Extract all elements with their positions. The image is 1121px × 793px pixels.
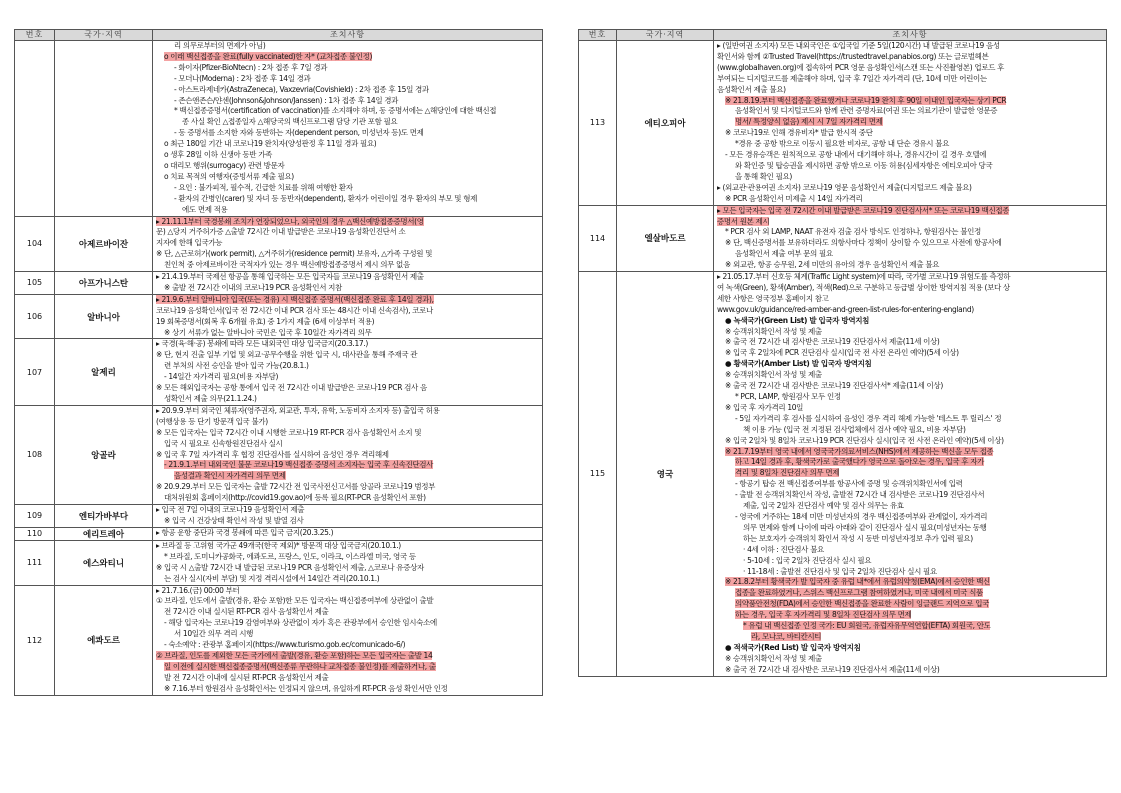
line-text: ▸ (외교관·관용여권 소지자) 코로나19 영문 음성확인서 제출(디지털코드 제출 불요)	[717, 182, 972, 192]
measure-line	[156, 471, 539, 482]
measure-line	[717, 238, 1103, 249]
highlighted-text: 명서/ 특정양식 없음) 제시 시 7일 자가격리 면제	[735, 117, 883, 127]
line-text: ※ 입국 시 △출발 72시간 내 발급된 코로나19 PCR 음성확인서 제출, △코로나 유증상자	[156, 562, 424, 572]
measure-line	[156, 394, 539, 405]
measure-line	[156, 574, 539, 585]
line-text: 종 사실 확인 △접종일자 △해당국의 백신프로그램 담당 기관 포함 필요	[182, 117, 398, 127]
row-number: 114	[579, 205, 617, 271]
line-text: ※ 출국 전 72시간 내 검사받은 코로나19 진단검사서 제출(11세 이상)	[725, 337, 940, 347]
highlighted-text: 음성결과 확인시 자가격리 의무 면제	[174, 471, 286, 481]
line-text: ※ 코로나19로 인해 경유비자* 발급 한시적 중단	[725, 128, 873, 138]
line-text: ※ 입국 후 자가격리 10일	[725, 402, 804, 412]
line-text: - 항공기 탑승 전 백신접종여부를 항공사에 증명 및 승객위치확인서에 입력	[735, 479, 963, 489]
line-text: ※ 입국 시 건강상태 확인서 작성 및 발열 검사	[164, 515, 304, 525]
line-text: 음성확인서 제출 여부 문의 필요	[735, 249, 833, 259]
line-text: · 11-18세 : 출발전 진단검사 및 입국 2일차 진단검사 실시 필요	[743, 566, 937, 576]
country-name: 알바니아	[55, 294, 153, 339]
measure-line	[156, 662, 539, 673]
highlighted-text: ※ 21.8.19.부터 백신접종을 완료했거나 코로나19 완치 후 90일 이내인 입국자는 상기 PCR	[725, 95, 1007, 105]
line-text: 코로나19 음성확인서(입국 전 72시간 이내 PCR 검사 또는 48시간 이내 신속검사), 코로나	[156, 305, 433, 315]
highlighted-text: ▸ 모든 입국자는 입국 전 72시간 이내 발급받은 코로나19 진단검사서* 또는 코로나19 백신접종	[717, 205, 1010, 215]
country-name: 에리트레아	[55, 527, 153, 540]
measure-line	[156, 172, 539, 183]
highlighted-text: ※ 21.7.19부터 영국 내에서 영국국가의료서비스(NHS)에서 제공하는 백신을 모두 접종	[725, 446, 994, 456]
header-country: 국가·지역	[617, 30, 714, 41]
line-text: ※ PCR 음성확인서 미제출 시 14일 자가격리	[725, 193, 863, 203]
entry-table-left	[14, 29, 543, 696]
measure-line	[156, 74, 539, 85]
measure-line	[717, 272, 1103, 283]
line-text: ※ 승객위치확인서 작성 및 제출	[725, 370, 822, 380]
measure-line	[156, 673, 539, 684]
measure-line	[156, 283, 539, 294]
line-text: 부여되는 디지털코드를 제출해야 하며, 입국 후 7일간 자가격리 (단, 10세 미만 어린이는	[717, 73, 987, 83]
country-name: 엔티가바부다	[55, 505, 153, 528]
measures-cell	[714, 205, 1107, 271]
line-text: - 동 증명서를 소지한 자와 동반하는 자(dependent person, 미성년자 등)도 면제	[174, 128, 424, 138]
measure-line	[717, 534, 1103, 545]
measures-cell	[153, 527, 543, 540]
header-no: 번호	[579, 30, 617, 41]
measures-cell	[153, 216, 543, 272]
measure-line	[717, 392, 1103, 403]
measure-line	[717, 643, 1103, 654]
header-measures: 조치사항	[153, 30, 543, 41]
line-text: ※ 출발 전 72시간 이내의 코로나19 PCR 음성확인서 지참	[164, 282, 342, 292]
line-text: - 영국에 거주하는 18세 미만 미성년자의 경우 백신접종여부와 관계없이, 자가격리	[735, 511, 988, 521]
measure-line	[717, 227, 1103, 238]
line-text: 제출, 입국 2일차 진단검사 예약 및 검사 의무는 유효	[743, 501, 904, 511]
line-text: 전 72시간 이내 실시된 RT-PCR 검사 음성확인서 제출	[164, 607, 329, 617]
measure-line	[717, 621, 1103, 632]
line-text: ▸ 국경(육·해·공) 봉쇄에 따라 모든 내외국인 대상 입국금지(20.3.17.)	[156, 339, 368, 349]
line-text: - 5일 자가격리 후 검사를 실시하여 음성인 경우 격리 해제 가능한 '테스트 투 릴리스' 정	[735, 413, 1002, 423]
measure-line	[717, 206, 1103, 217]
highlighted-text: 일 이전에 실시한 백신접종증명서(백신종류 무관하나 교차접종 불인정)를 제출하거나, 출	[164, 661, 436, 671]
measure-line	[156, 505, 539, 516]
line-text: ▸ 21.4.19.부터 국제선 항공을 통해 입국하는 모든 입국자들 코로나19 음성확인서 제출	[156, 272, 424, 282]
highlighted-text: 의약품안전청(FDA)에서 승인한 백신접종을 완료한 사람이 잉글랜드 지역으로 입국	[735, 599, 990, 609]
country-name: 에스와티니	[55, 540, 153, 585]
entry-table-right	[578, 29, 1107, 677]
line-text: - 해당 입국자는 코로나19 감염여부와 상관없이 자가 혹은 관광부에서 승인한 임시숙소에	[164, 618, 437, 628]
measure-line	[156, 328, 539, 339]
line-text: ※ 모든 해외입국자는 공항 통에서 입국 전 72시간 이내 발급받은 코로나19 PCR 검사 음	[156, 383, 427, 393]
measure-line	[717, 588, 1103, 599]
measure-line	[717, 632, 1103, 643]
country-name: 알제리	[55, 339, 153, 405]
highlighted-text: ※ 21.8.2부터 황색국가 발 입국자 중 유럽 내*에서 유럽의약청(EMA)에서 승인한 백신	[725, 577, 990, 587]
line-text: - 아스트라제네카(AstraZeneca), Vaxzevria(Covishield) : 2차 접종 후 15일 경과	[174, 84, 429, 94]
line-text: * PCR, LAMP, 항원검사 모두 인정	[735, 392, 841, 401]
measure-line	[156, 183, 539, 194]
measure-line	[717, 260, 1103, 271]
line-text: ※ 입국 후 7일 자가격리 후 협정 진단검사를 실시하여 음성인 경우 격리해제	[156, 449, 389, 459]
measure-line	[717, 150, 1103, 161]
line-text: 19 회복증명서(회복 후 6개월 유효) 중 1가지 제출 (6세 이상부터 적용)	[156, 316, 375, 326]
row-number: 107	[15, 339, 55, 405]
line-text: ▸ (일반여권 소지자) 모든 내외국인은 ①입국일 기준 5일(120시간) 내 발급된 코로나19 음성	[717, 41, 1000, 50]
measure-line	[156, 317, 539, 328]
highlighted-text: ▸ 21.11.1부터 국경봉쇄 조치가 연장되었으나, 외국인의 경우 △백신예방접종증명서(영	[156, 216, 424, 226]
line-text: - 모든 경유승객은 원칙적으로 공항 내에서 대기해야 하나, 경유시간이 길 경우 호텔에	[725, 150, 987, 160]
row-number	[15, 41, 55, 217]
line-text: ▸ 입국 전 7일 이내의 코로나19 음성확인서 제출	[156, 505, 305, 515]
measure-line	[156, 272, 539, 283]
measure-line	[717, 359, 1103, 370]
table-header-row	[15, 30, 543, 41]
measure-line	[717, 217, 1103, 228]
line-text: ※ 7.16.부터 항원검사 음성확인서는 인정되지 않으며, 유일하게 RT-PCR 음성 확인서만 인정	[164, 683, 448, 693]
line-text: 발 전 72시간 이내에 실시된 RT-PCR 음성확인서 제출	[164, 672, 329, 682]
measures-cell	[153, 294, 543, 339]
measure-line	[717, 665, 1103, 676]
table-header-row	[579, 30, 1107, 41]
measure-line	[717, 577, 1103, 588]
country-name: 아프가니스탄	[55, 272, 153, 295]
country-row	[579, 41, 1107, 206]
measure-line	[156, 586, 539, 597]
measure-line	[156, 618, 539, 629]
measure-line	[156, 439, 539, 450]
line-text: ▸ 항공 운항 중단과 국경 봉쇄에 따른 입국 금지(20.3.25.)	[156, 527, 334, 537]
line-text: 에도 면제 적용	[182, 204, 228, 214]
line-text: (www.globalhaven.org)에 접속하여 PCR 영문 음성확인서(스캔 또는 사진촬영본) 업로드 후	[717, 62, 1005, 72]
measure-line	[717, 523, 1103, 534]
measure-line	[156, 541, 539, 552]
line-text: ▸ 브라질 등 고위험 국가군 49개국(한국 제외)* 방문객 대상 입국금지(20.10.1.)	[156, 540, 401, 550]
row-number: 104	[15, 216, 55, 272]
row-number: 112	[15, 585, 55, 695]
country-name: 앙골라	[55, 405, 153, 504]
measure-line	[156, 217, 539, 228]
line-text: 책 이용 가능 (입국 전 지정된 검사업체에서 검사 예약 필요, 비용 자부담)	[743, 424, 966, 434]
measure-line	[156, 552, 539, 563]
measure-line	[156, 85, 539, 96]
highlighted-text: o 이래 백신접종을 완료(fully vaccinated)한 자* (교차접종 불인정)	[164, 51, 373, 61]
measures-cell	[153, 405, 543, 504]
measure-line	[156, 528, 539, 539]
country-row	[579, 272, 1107, 677]
country-row	[15, 41, 543, 217]
row-number: 113	[579, 41, 617, 206]
header-measures: 조치사항	[714, 30, 1107, 41]
measure-line	[717, 41, 1103, 52]
line-text: ● 황색국가(Amber List) 발 입국자 방역지침	[725, 359, 872, 369]
measure-line	[156, 238, 539, 249]
measure-line	[717, 161, 1103, 172]
measure-line	[156, 450, 539, 461]
line-text: ▸ 21.05.17.부터 신호등 체계(Traffic Light system)에 따라, 국가별 코로나19 위험도를 측정하	[717, 272, 1011, 282]
measure-line	[156, 161, 539, 172]
measure-line	[156, 306, 539, 317]
measure-line	[717, 294, 1103, 305]
line-text: o 치료 목적의 여행자(증빙서류 제출 필요)	[164, 171, 294, 181]
line-text: *경유 중 공항 밖으로 이동시 필요한 비자로, 공항 내 단순 경유시 불요	[735, 139, 949, 149]
measure-line	[156, 194, 539, 205]
measure-line	[156, 117, 539, 128]
highlighted-text: 하고 14일 경과 후, 황색국가로 출국했다가 영국으로 돌아오는 경우, 입국 후 자가	[735, 457, 985, 467]
country-row	[15, 339, 543, 405]
row-number: 106	[15, 294, 55, 339]
line-text: - 모더나(Moderna) : 2차 접종 후 14일 경과	[174, 73, 311, 83]
line-text: ※ 모든 입국자는 입국 72시간 이내 시행한 코로나19 RT-PCR 검사 음성확인서 소지 및	[156, 427, 422, 437]
country-row	[15, 585, 543, 695]
measure-line	[156, 128, 539, 139]
measure-line	[156, 596, 539, 607]
measure-line	[156, 640, 539, 651]
measure-line	[717, 403, 1103, 414]
measure-line	[717, 490, 1103, 501]
measure-line	[717, 249, 1103, 260]
line-text: 여 녹색(Green), 황색(Amber), 적색(Red)으로 구분하고 등급별 상이한 방역지침 적용 (보다 상	[717, 282, 1010, 292]
country-name	[55, 41, 153, 217]
measure-line	[717, 117, 1103, 128]
measure-line	[717, 556, 1103, 567]
measure-line	[717, 194, 1103, 205]
line-text: ※ 단, 현지 진출 일부 기업 및 외교·공무수행을 위한 입국 시, 대사관을 통해 주재국 관	[156, 350, 418, 360]
line-text: o 최근 180일 기간 내 코로나19 완치자(양성판정 후 11일 경과 필요)	[164, 139, 377, 149]
row-number: 105	[15, 272, 55, 295]
highlighted-text: * 유럽 내 백신접종 인정 국가: EU 회원국, 유럽자유무역연합(EFTA) 회원국, 안도	[743, 621, 991, 631]
measure-line	[156, 406, 539, 417]
country-row	[15, 505, 543, 528]
row-number: 110	[15, 527, 55, 540]
measure-line	[717, 52, 1103, 63]
header-no: 번호	[15, 30, 55, 41]
line-text: - 14일간 자가격리 필요(비용 자부담)	[164, 372, 279, 382]
measure-line	[156, 651, 539, 662]
row-number: 111	[15, 540, 55, 585]
line-text: o 생후 28일 이하 신생아 동반 가족	[164, 150, 273, 160]
line-text: 서 10일간 의무 격리 시행	[174, 629, 254, 639]
line-text: 입국 시 필요로 신속항원진단검사 실시	[164, 438, 283, 448]
measure-line	[156, 96, 539, 107]
line-text: 련 부처의 사전 승인을 받아 입국 가능(20.8.1.)	[164, 361, 309, 371]
highlighted-text: ▸ 21.9.6.부터 알바니아 입국(또는 경유) 시 백신접종 증명서(백신접종 완료 후 14일 경과),	[156, 294, 434, 304]
measure-line	[156, 227, 539, 238]
line-text: * 브라질, 도미니카공화국, 에콰도르, 프랑스, 인도, 이라크, 이스라엘 미국, 영국 등	[164, 551, 416, 561]
line-text: ① 브라질, 인도에서 출발(경유, 환승 포함)한 모든 입국자는 백신접종여부에 상관없이 출발	[156, 596, 434, 606]
measure-line	[156, 684, 539, 695]
country-row	[15, 272, 543, 295]
measure-line	[717, 305, 1103, 316]
line-text: 음성확인서 제출 불요)	[717, 84, 786, 94]
measure-line	[156, 361, 539, 372]
line-text: 와 확인증 및 탑승권을 제시하면 공항 밖으로 이동 허용(심세자항은 에티오피아 당국	[735, 160, 993, 170]
line-text: - 환자의 간병인(carer) 및 자녀 등 동반자(dependent), 환자가 어린이일 경우 환자의 부모 및 형제	[174, 193, 477, 203]
measure-line	[717, 283, 1103, 294]
line-text: ※ 20.9.29.부터 모든 입국자는 출발 72시간 전 입국사전신고서를 앙골라 코로나19 범정부	[156, 482, 436, 492]
measure-line	[717, 128, 1103, 139]
measure-line	[156, 63, 539, 74]
country-row	[15, 540, 543, 585]
country-name: 영국	[617, 272, 714, 677]
measures-cell	[153, 339, 543, 405]
line-text: ※ 출국 전 72시간 내 검사받은 코로나19 진단검사서 제출(11세 이상)	[725, 664, 940, 674]
measure-line	[156, 249, 539, 260]
line-text: www.gov.uk/guidance/red-amber-and-green-list-rules-for-entering-england)	[717, 304, 974, 314]
measure-line	[156, 516, 539, 527]
row-number: 109	[15, 505, 55, 528]
measure-line	[156, 383, 539, 394]
highlighted-text: 접종을 완료하였거나, 스위스 백신프로그램 참여하였거나, 미국 내에서 미국 식품	[735, 588, 983, 598]
measure-line	[717, 654, 1103, 665]
line-text: 리 의무로부터의 면제가 아님)	[174, 41, 266, 50]
measure-line	[156, 339, 539, 350]
highlighted-text: 격리 및 8일차 진단검사 의무 면제	[735, 468, 840, 478]
measure-line	[156, 417, 539, 428]
line-text: ※ 상기 서류가 없는 알바니아 국민은 입국 후 10일간 자가격리 의무	[164, 327, 372, 337]
line-text: ※ 입국 2일차 및 8일차 코로나19 PCR 진단검사 실시(입국 전 사전 온라인 예약)(5세 이상)	[725, 435, 1004, 445]
line-text: 성확인서 제출 의무(21.1.24.)	[164, 394, 257, 403]
line-text: 음성확인서 및 디지털코드와 함께 관련 증명자료(여권 또는 의료기관이 발급한 영문증	[735, 106, 998, 116]
measures-cell	[714, 272, 1107, 677]
line-text: 을 통해 확인 필요)	[735, 171, 792, 181]
line-text: 하는 보호자가 승객위치 확인서 작성 시 동반 미성년자정보 추가 입력 필요)	[743, 533, 973, 543]
measure-line	[717, 447, 1103, 458]
measures-cell	[153, 272, 543, 295]
highlighted-text: 라, 모나코, 바티칸시티	[751, 631, 822, 641]
country-name: 아제르바이잔	[55, 216, 153, 272]
measure-line	[156, 350, 539, 361]
line-text: ※ 단, △근로허가(work permit), △거주허가(residence permit) 보유자, △가족 구성원 및	[156, 249, 433, 259]
measure-line	[717, 425, 1103, 436]
measure-line	[156, 52, 539, 63]
line-text: 는 검사 실시(자비 부담) 및 지정 격리시설에서 14일간 격리(20.10.1.)	[164, 573, 380, 583]
measure-line	[717, 183, 1103, 194]
measures-cell	[153, 41, 543, 217]
measure-line	[717, 74, 1103, 85]
highlighted-text: 증명서 원본 제시	[717, 216, 770, 226]
measure-line	[717, 381, 1103, 392]
row-number: 108	[15, 405, 55, 504]
line-text: ※ 승객위치확인서 작성 및 제출	[725, 653, 822, 663]
line-text: - 요인 : 불가피적, 필수적, 긴급한 치료를 위해 여행한 환자	[174, 182, 353, 192]
line-text: * 백신접종증명서(certification of vaccination)를 소지해야 하며, 동 증명서에는 △해당인에 대한 백신접	[174, 106, 497, 116]
line-text: 친인척 중 아제르바이잔 국적자가 있는 경우 백신예방접종증명서 제시 의무 없음	[164, 260, 410, 270]
line-text: * PCR 검사 외 LAMP, NAAT 유전자 검출 검사 방식도 인정하나, 항원검사는 불인정	[725, 227, 981, 237]
measures-cell	[153, 585, 543, 695]
measure-line	[156, 607, 539, 618]
measure-line	[156, 205, 539, 216]
measure-line	[156, 150, 539, 161]
left-column	[14, 29, 543, 696]
line-text: ※ 단, 백신증명서를 보유하더라도 의항사마다 정책이 상이할 수 있으므로 사전에 항공사에	[725, 238, 1002, 248]
line-text: ● 적색국가(Red List) 발 입국자 방역지침	[725, 642, 861, 652]
measure-line	[717, 610, 1103, 621]
measure-line	[717, 501, 1103, 512]
measure-line	[156, 260, 539, 271]
measure-line	[717, 436, 1103, 447]
measure-line	[717, 96, 1103, 107]
line-text: · 5-10세 : 입국 2일차 진단검사 실시 필요	[743, 555, 872, 565]
line-text: ※ 승객위치확인서 작성 및 제출	[725, 326, 822, 336]
measure-line	[156, 482, 539, 493]
line-text: 의무 면제와 함께 나이에 따라 아래와 같이 진단검사 실시 필요(미성년자는 동행	[743, 522, 987, 532]
line-text: 세한 사항은 영국정부 홈페이지 참고	[717, 293, 829, 303]
line-text: 확인서와 함께 ②Trusted Travel(https://trustedtravel.panabios.org) 또는 글로벌헤븐	[717, 51, 989, 61]
measure-line	[717, 567, 1103, 578]
country-name: 에콰도르	[55, 585, 153, 695]
measure-line	[717, 414, 1103, 425]
measure-line	[156, 460, 539, 471]
line-text: - 숙소예약 : 관광부 홈페이지(https://www.turismo.gob.ec/comunicado-6/)	[164, 640, 406, 650]
measure-line	[156, 493, 539, 504]
line-text: 문) △당지 거주허가증 △출발 72시간 이내 발급받은 코로나19 음성확인진단서 소	[156, 227, 406, 237]
measure-line	[717, 479, 1103, 490]
measure-line	[717, 172, 1103, 183]
line-text: ※ 외교관, 항공 승무원, 2세 미만의 유아의 경우 음성확인서 제출 불요	[725, 260, 940, 270]
country-row	[15, 216, 543, 272]
measure-line	[717, 106, 1103, 117]
measure-line	[717, 457, 1103, 468]
country-row	[15, 294, 543, 339]
line-text: ▸ 20.9.9.부터 외국인 체류자(영주권자, 외교관, 투자, 유학, 노동비자 소지자 등) 출입국 허용	[156, 405, 440, 415]
measure-line	[156, 372, 539, 383]
highlighted-text: - 21.9.1.부터 내외국인 불문 코로나19 백신접종 증명서 소지자는 입국 후 신속진단검사	[164, 460, 434, 470]
measure-line	[156, 41, 539, 52]
measure-line	[156, 295, 539, 306]
highlighted-text: ② 브라질, 인도를 제외한 모든 국가에서 출발(경유, 환승 포함)하는 모든 입국자는 출발 14	[156, 650, 433, 660]
measure-line	[156, 139, 539, 150]
country-row	[579, 205, 1107, 271]
measures-cell	[714, 41, 1107, 206]
country-row	[15, 405, 543, 504]
line-text: ※ 입국 후 2일차에 PCR 진단검사 실시(입국 전 사전 온라인 예약)(5세 이상)	[725, 348, 959, 358]
measure-line	[717, 370, 1103, 381]
line-text: ▸ 21.7.16.(금) 00:00 부터	[156, 585, 240, 595]
measure-line	[156, 106, 539, 117]
measure-line	[717, 468, 1103, 479]
line-text: o 대리모 행위(surrogacy) 관련 방문자	[164, 160, 285, 170]
measure-line	[156, 563, 539, 574]
line-text: - 존슨앤존슨/얀센(Johnson&Johnson/Janssen) : 1차 접종 후 14일 경과	[174, 95, 399, 105]
highlighted-text: 하는 경우, 입국 후 자가격리 및 8일차 진단검사 의무 면제	[735, 610, 912, 620]
measure-line	[717, 316, 1103, 327]
measure-line	[717, 337, 1103, 348]
line-text: 대처위원회 홈페이지(http://covid19.gov.ao)에 등록 필요(RT-PCR 음성확인서 포함)	[164, 493, 426, 503]
measure-line	[717, 512, 1103, 523]
line-text: ● 녹색국가(Green List) 발 입국자 방역지침	[725, 315, 870, 325]
measures-cell	[153, 505, 543, 528]
measure-line	[717, 545, 1103, 556]
line-text: (여행상용 등 단기 방문객 입국 불가)	[156, 416, 268, 426]
measure-line	[156, 629, 539, 640]
measure-line	[717, 63, 1103, 74]
measure-line	[717, 327, 1103, 338]
measure-line	[156, 428, 539, 439]
line-text: · 4세 이하 : 진단검사 불요	[743, 544, 824, 554]
country-row	[15, 527, 543, 540]
measure-line	[717, 139, 1103, 150]
right-column	[578, 29, 1107, 677]
country-name: 엘살바도르	[617, 205, 714, 271]
line-text: ※ 출국 전 72시간 내 검사받은 코로나19 진단검사서* 제출(11세 이상)	[725, 381, 943, 391]
measure-line	[717, 348, 1103, 359]
line-text: - 화이자(Pfizer-BioNtecn) : 2차 접종 후 7일 경과	[174, 62, 328, 72]
measures-cell	[153, 540, 543, 585]
header-country: 국가·지역	[55, 30, 153, 41]
line-text: 지자에 한해 입국가능	[156, 238, 223, 248]
country-name: 에티오피아	[617, 41, 714, 206]
measure-line	[717, 599, 1103, 610]
line-text: - 출발 전 승객위치확인서 작성, 출발전 72시간 내 검사받은 코로나19 진단검사서	[735, 490, 985, 500]
measure-line	[717, 85, 1103, 96]
row-number: 115	[579, 272, 617, 677]
